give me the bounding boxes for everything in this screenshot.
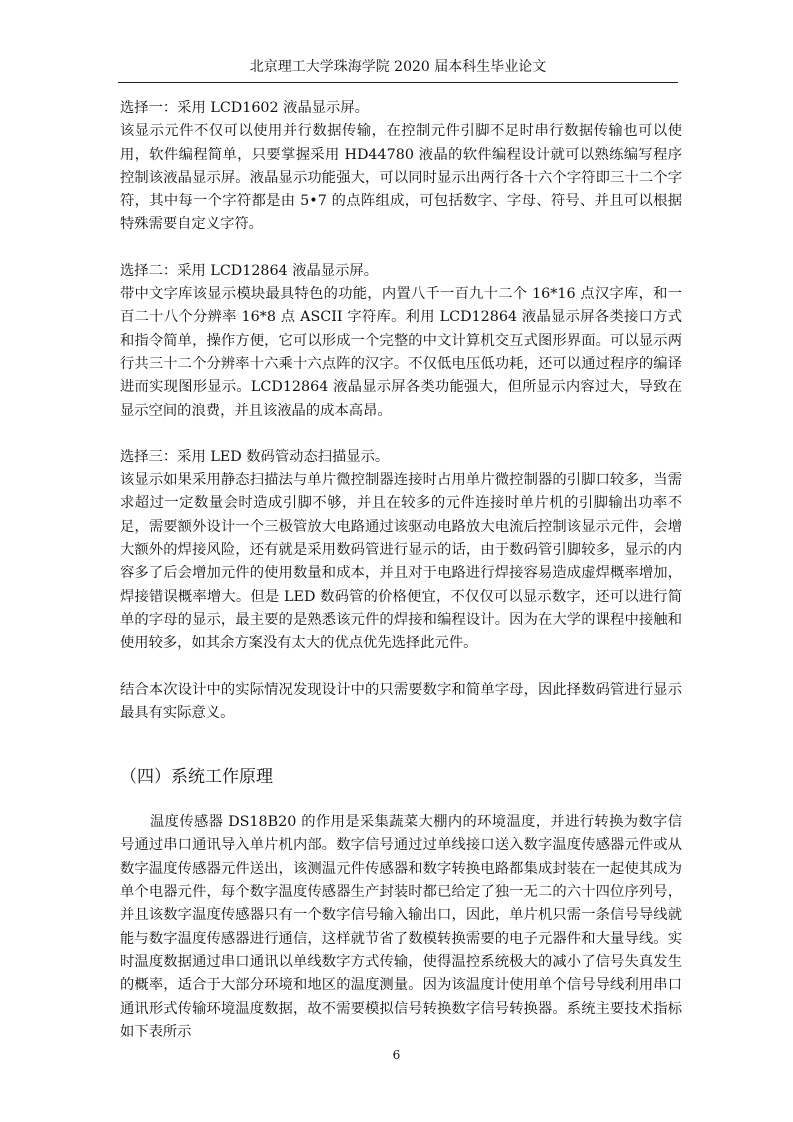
paragraph-spacer xyxy=(120,237,682,260)
option-2-body: 带中文字库该显示模块最具特色的功能，内置八千一百九十二个 16*16 点汉字库，和一百二十八个分辨率 16*8 点 ASCII 字符库。利用 LCD12864 液晶显示屏各类接口方式和指令简单，操作方便，它可以形成一个完整的中文计算机交互式图形界面。可以显示两行共三十二个分辨率十六乘十六点阵的汉字。不仅低电压低功耗，还可以通过程序的编译进而实现图形显示。LCD12864 液晶显示屏各类功能强大，但所显示内容过大，导致在显示空间的浪费，并且该液晶的成本高昂。 xyxy=(120,286,682,419)
page-body xyxy=(120,97,682,1044)
paragraph-spacer xyxy=(120,423,682,446)
section-body-paragraph: 温度传感器 DS18B20 的作用是采集蔬菜大棚内的环境温度，并进行转换为数字信号通过串口通讯导入单片机内部。数字信号通过过单线接口送入数字温度传感器元件或从数字温度传感器元件送出，该测温元件传感器和数字转换电路都集成封装在一起使其成为单个电器元件，每个数字温度传感器生产封装时都已给定了独一无二的六十四位序列号，并且该数字温度传感器只有一个数字信号输入输出口，因此，单片机只需一条信号导线就能与数字温度传感器进行通信，这样就节省了数模转换需要的电子元器件和大量导线。实时温度数据通过串口通讯以单线数字方式传输，使得温控系统极大的减小了信号失真发生的概率，适合于大部分环境和地区的温度测量。因为该温度计使用单个信号导线利用串口通讯形式传输环境温度数据，故不需要模拟信号转换数字信号转换器。系统主要技术指标如下表所示 xyxy=(120,814,682,1040)
option-1-body: 该显示元件不仅可以使用并行数据传输，在控制元件引脚不足时串行数据传输也可以使用，软件编程简单，只要掌握采用 HD44780 液晶的软件编程设计就可以熟练编写程序控制该液晶显示屏。液晶显示功能强大，可以同时显示出两行各十六个字符即三十二个字符，其中每一个字符都是由 5•7 的点阵组成，可包括数字、字母、符号、并且可以根据特殊需要自定义字符。 xyxy=(120,123,682,233)
conclusion-paragraph: 结合本次设计中的实际情况发现设计中的只需要数字和简单字母，因此择数码管进行显示最具有实际意义。 xyxy=(120,681,682,721)
heading-spacer xyxy=(120,789,682,811)
option-3-heading: 选择三：采用 LED 数码管动态扫描显示。 xyxy=(120,448,390,465)
header-divider xyxy=(118,82,678,83)
page-number: 6 xyxy=(392,1048,401,1062)
section-spacer xyxy=(120,725,682,765)
option-2-heading: 选择二：采用 LCD12864 液晶显示屏。 xyxy=(120,262,379,279)
running-header: 北京理工大学珠海学院 2020 届本科生毕业论文 xyxy=(249,59,547,75)
section-heading: （四）系统工作原理 xyxy=(120,767,273,788)
option-3-body: 该显示如果采用静态扫描法与单片微控制器连接时占用单片微控制器的引脚口较多，当需求超过一定数量会时造成引脚不够，并且在较多的元件连接时单片机的引脚输出功率不足，需要额外设计一个三极管放大电路通过该驱动电路放大电流后控制该显示元件，会增大额外的焊接风险，还有就是采用数码管进行显示的话，由于数码管引脚较多，显示的内容多了后会增加元件的使用数量和成本，并且对于电路进行焊接容易造成虚焊概率增加，焊接错误概率增大。但是 LED 数码管的价格便宜，不仅仅可以显示数字，还可以进行简单的字母的显示，最主要的是熟悉该元件的焊接和编程设计。因为在大学的课程中接触和使用较多，如其余方案没有太大的优点优先选择此元件。 xyxy=(120,472,682,652)
option-1-heading: 选择一：采用 LCD1602 液晶显示屏。 xyxy=(120,100,369,116)
paragraph-spacer xyxy=(120,656,682,679)
